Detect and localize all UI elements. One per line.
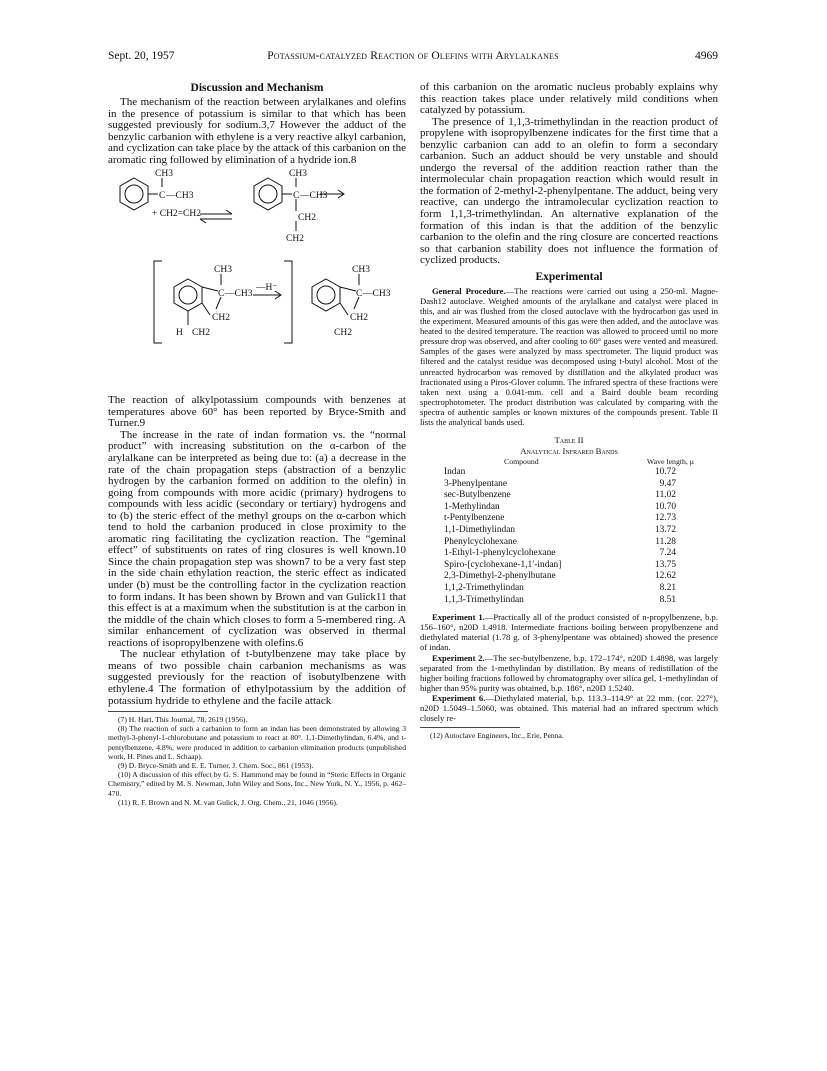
table-row xyxy=(444,560,694,572)
running-title: Potassium-catalyzed Reaction of Olefins with Arylalkanes xyxy=(267,50,559,62)
wavelength-value: 10.72 xyxy=(654,467,676,478)
compound-name: 3-Phenylpentane xyxy=(444,478,508,489)
journal-date: Sept. 20, 1957 xyxy=(108,50,175,62)
left-column xyxy=(108,82,406,807)
scheme-label: + CH2=CH2 xyxy=(152,209,201,220)
experiment-1-text: —Practically all of the product consisted of n-propylbenzene, b.p. 156–160°, n20D 1.4918. Intermediate fractions boiling between propylbenzene and diethylated material (1.78 g. of 3-phenylpentane was obtained) showed the presence of indan. xyxy=(420,612,718,653)
wavelength-value: 12.62 xyxy=(654,571,676,582)
experiments xyxy=(420,612,718,723)
table-row xyxy=(444,548,694,560)
analytical-bands-table xyxy=(444,457,694,606)
discussion-paragraph-2: The reaction of alkylpotassium compounds with benzenes at temperatures above 60° has been reported by Bryce-Smith and Turner.9 xyxy=(108,394,406,430)
general-procedure-label: General Procedure. xyxy=(432,285,506,296)
wavelength-value: 8.21 xyxy=(659,583,676,593)
scheme-label: CH3 xyxy=(289,169,307,180)
compound-name: 1,1,2-Trimethylindan xyxy=(444,583,524,593)
footnote: (7) H. Hart, This Journal, 78, 2619 (1956). xyxy=(118,715,248,725)
scheme-label: —CH3 xyxy=(225,289,253,300)
discussion-paragraph-6: The presence of 1,1,3-trimethylindan in the reaction product of propylene with isopropylbenzene indicates for the first time that a benzylic carbanion can add to an olefin to form a secondary carbanion. Such an adduct should be very unstable and should undergo the reversal of the addition reaction rather than the intermolecular chain propagation reaction which would result in the formation of 2-methyl-2-phenylpentane. The adduct, being very reactive, can undergo the intramolecular cyclization reaction to form 1,1,3-trimethylindan. An alternative explanation of the formation of this indan is that the addition of the benzylic carbanion to the olefin and the ring closure are concerted reactions so that carbanion stability does not influence the formation of cyclized products. xyxy=(420,115,718,267)
page-number: 4969 xyxy=(695,50,718,62)
compound-name: Indan xyxy=(444,467,466,478)
discussion-paragraph-4: The nuclear ethylation of t-butylbenzene may take place by means of two possible chain carbanion mechanisms as was suggested previously for the reaction of isobutylbenzene with ethylene.4 The formation of ethylpotassium by the addition of potassium hydride to ethylene and the facile attack xyxy=(108,648,406,707)
wavelength-value: 9.47 xyxy=(659,478,676,489)
scheme-label: C xyxy=(218,289,225,300)
table-row xyxy=(444,571,694,583)
experimental-heading: Experimental xyxy=(535,270,603,283)
table-header-row xyxy=(444,457,694,467)
general-procedure-text: —The reactions were carried out using a 250-ml. Magne-Dash12 autoclave. Weighed amounts of the arylalkane and catalyst were placed in this, and air was flushed from the closed autoclave with the hydrocarbon gas used in the experiment. Measured amounts of this gas were then added, and the autoclave was heated to the desired temperature. The reaction was allowed to proceed until no more pressure drop was observed, and after cooling to 60° gases were vented and measured. Samples of the gases were analyzed by mass spectrometer. The liquid product was filtered and the catalyst residue was decomposed using t-butyl alcohol. Most of the unreacted hydrocarbon was removed by distillation and the alkylated product was fractionated using a Piros-Glover column. The infrared spectra of these fractions were taken next using a 0.041-mm. cell and a Baird double beam recording spectrophotometer. The product distribution was calculated by comparing with the spectra of authentic samples or known mixtures of the compounds present. Table II lists the analytical bands used. xyxy=(420,285,718,427)
footnote-rule xyxy=(108,711,208,712)
table-row xyxy=(444,513,694,525)
compound-name: 1-Methylindan xyxy=(444,501,500,512)
discussion-heading: Discussion and Mechanism xyxy=(190,82,324,94)
compound-name: Spiro-[cyclohexane-1,1′-indan] xyxy=(444,559,562,570)
table-row xyxy=(444,537,694,549)
scheme-label: C xyxy=(159,191,166,202)
scheme-label: CH3 xyxy=(155,169,173,180)
table-header-compound: Compound xyxy=(504,457,539,467)
experiment-2-text: —The sec-butylbenzene, b.p. 172–174°, n20D 1.4898, was largely separated from the 1-methylindan by distillation. By means of redistillation of the higher boiling fractions followed by chromatography over silica gel, 1-methylindan of higher than 95% purity was obtained, b.p. 186°, n20D 1.5240. xyxy=(420,652,718,693)
discussion-paragraph-1: The mechanism of the reaction between arylalkanes and olefins in the presence of potassium is similar to that which has been suggested previously for sodium.3,7 However the adduct of the benzylic carbanion with ethylene is a very reactive alkyl carbanion, and cyclization can take place by the attack of this carbanion on the aromatic ring followed by elimination of a hydride ion.8 xyxy=(108,96,406,166)
compound-name: Phenylcyclohexane xyxy=(444,536,517,547)
experimental-general xyxy=(420,286,718,427)
wavelength-value: 8.51 xyxy=(659,594,676,605)
table-row xyxy=(444,467,694,479)
footnotes-left xyxy=(108,715,406,807)
discussion-paragraph-5: of this carbanion on the aromatic nucleus probably explains why this reaction takes place under relatively mild conditions when catalyzed by potassium. xyxy=(420,81,718,117)
table-row xyxy=(444,479,694,491)
scheme-label: CH2 xyxy=(192,328,210,339)
scheme-label: CH3 xyxy=(214,265,232,276)
footnote: (10) A discussion of this effect by G. S. Hammond may be found in “Steric Effects in Organic Chemistry,” edited by M. S. Newman, John Wiley and Sons, Inc., New York, N. Y., 1956, p. 462–470. xyxy=(108,770,406,798)
table-label: Table II xyxy=(554,435,584,446)
experiment-2-label: Experiment 2. xyxy=(432,652,485,663)
wavelength-value: 7.24 xyxy=(659,548,676,559)
footnotes-right xyxy=(420,731,718,740)
scheme-label: H xyxy=(176,328,183,339)
compound-name: t-Pentylbenzene xyxy=(444,513,505,524)
compound-name: 2,3-Dimethyl-2-phenylbutane xyxy=(444,571,556,582)
footnote: (12) Autoclave Engineers, Inc., Erie, Penna. xyxy=(430,731,564,741)
scheme-label: CH2 xyxy=(298,213,316,224)
footnote: (9) D. Bryce-Smith and E. E. Turner, J. Chem. Soc., 861 (1953). xyxy=(118,761,314,771)
compound-name: 1-Ethyl-1-phenylcyclohexane xyxy=(444,548,556,559)
scheme-label: CH3 xyxy=(352,265,370,276)
scheme-label: CH2 xyxy=(286,234,304,245)
table-row xyxy=(444,595,694,607)
experiment-1-label: Experiment 1. xyxy=(432,612,485,623)
experiment-6-text: —Diethylated material, b.p. 113.3–114.9° at 22 mm. (cor. 227°), n20D 1.5049–1.5060, was obtained. This material had an infrared spectrum which closely re- xyxy=(420,692,718,724)
wavelength-value: 11.02 xyxy=(655,490,676,501)
experiment-6-label: Experiment 6. xyxy=(432,692,486,703)
right-column xyxy=(420,82,718,740)
table-row xyxy=(444,583,694,595)
wavelength-value: 12.73 xyxy=(654,513,676,524)
scheme-label: —H⁻ xyxy=(256,283,278,294)
footnote-rule xyxy=(420,727,520,728)
wavelength-value: 11.28 xyxy=(655,536,676,547)
compound-name: sec-Butylbenzene xyxy=(444,490,511,501)
compound-name: 1,1,3-Trimethylindan xyxy=(444,594,524,605)
reaction-scheme xyxy=(108,169,406,391)
table-caption: Analytical Infrared Bands xyxy=(520,446,618,457)
table-row xyxy=(444,502,694,514)
page-header xyxy=(108,50,718,66)
footnote: (11) R. F. Brown and N. M. van Gulick, J. Org. Chem., 21, 1046 (1956). xyxy=(118,797,338,807)
table-header-wavelength: Wave length, μ xyxy=(646,457,694,467)
scheme-label: CH2 xyxy=(350,313,368,324)
scheme-label: CH2 xyxy=(212,313,230,324)
compound-name: 1,1-Dimethylindan xyxy=(444,525,516,536)
wavelength-value: 13.75 xyxy=(654,559,676,570)
table-row xyxy=(444,490,694,502)
scheme-label: C xyxy=(356,289,363,300)
table-row xyxy=(444,525,694,537)
footnote: (8) The reaction of such a carbanion to form an indan has been demonstrated by allowing 3 methyl-3-phenyl-1-chlorobutane and potassium to react at 80°. 1,1-Dimethylindan, 6.4%, and t-pentylbenzene, 4.8%, were produced in addition to carbanion elimination products (unpublished work, H. Pines and L. Schaap). xyxy=(108,724,406,761)
discussion-paragraph-3: The increase in the rate of indan formation vs. the “normal product” with increasing substitution on the α-carbon of the arylalkane can be interpreted as being due to: (a) a decrease in the rate of the chain propagation steps (abstraction of a benzylic hydrogen by the carbanion formed on addition to the olefin) in going from compounds with more acidic (primary) hydrogens to compounds with less acidic (secondary or tertiary) hydrogens and to (b) the steric effect of the methyl groups on the α-carbon which tend to hold the carbanion produced in close proximity to the aromatic ring facilitating the cyclization reaction. The “geminal effect” of substituents on rates of ring closures is well known.10 Since the chain propagation step was shown7 to be a very fast step in the side chain ethylation reaction, the steric effect as indicated under (b) must be the controlling factor in the cyclization reaction to form indans. It has been shown by Brown and van Gulick11 that this effect is at a maximum when the substitution is at the carbon in the middle of the chain which closes to form a 5-membered ring. A similar enhancement of cyclization was observed in thermal reactions of isopropylbenzene with olefins.6 xyxy=(108,428,406,649)
scheme-label: —CH3 xyxy=(300,191,328,202)
scheme-label: CH2 xyxy=(334,328,352,339)
wavelength-value: 13.72 xyxy=(654,525,676,536)
reaction-scheme-drawing xyxy=(108,169,406,391)
scheme-label: C xyxy=(293,191,300,202)
scheme-label: —CH3 xyxy=(166,191,194,202)
wavelength-value: 10.70 xyxy=(654,501,676,512)
scheme-label: —CH3 xyxy=(363,289,391,300)
